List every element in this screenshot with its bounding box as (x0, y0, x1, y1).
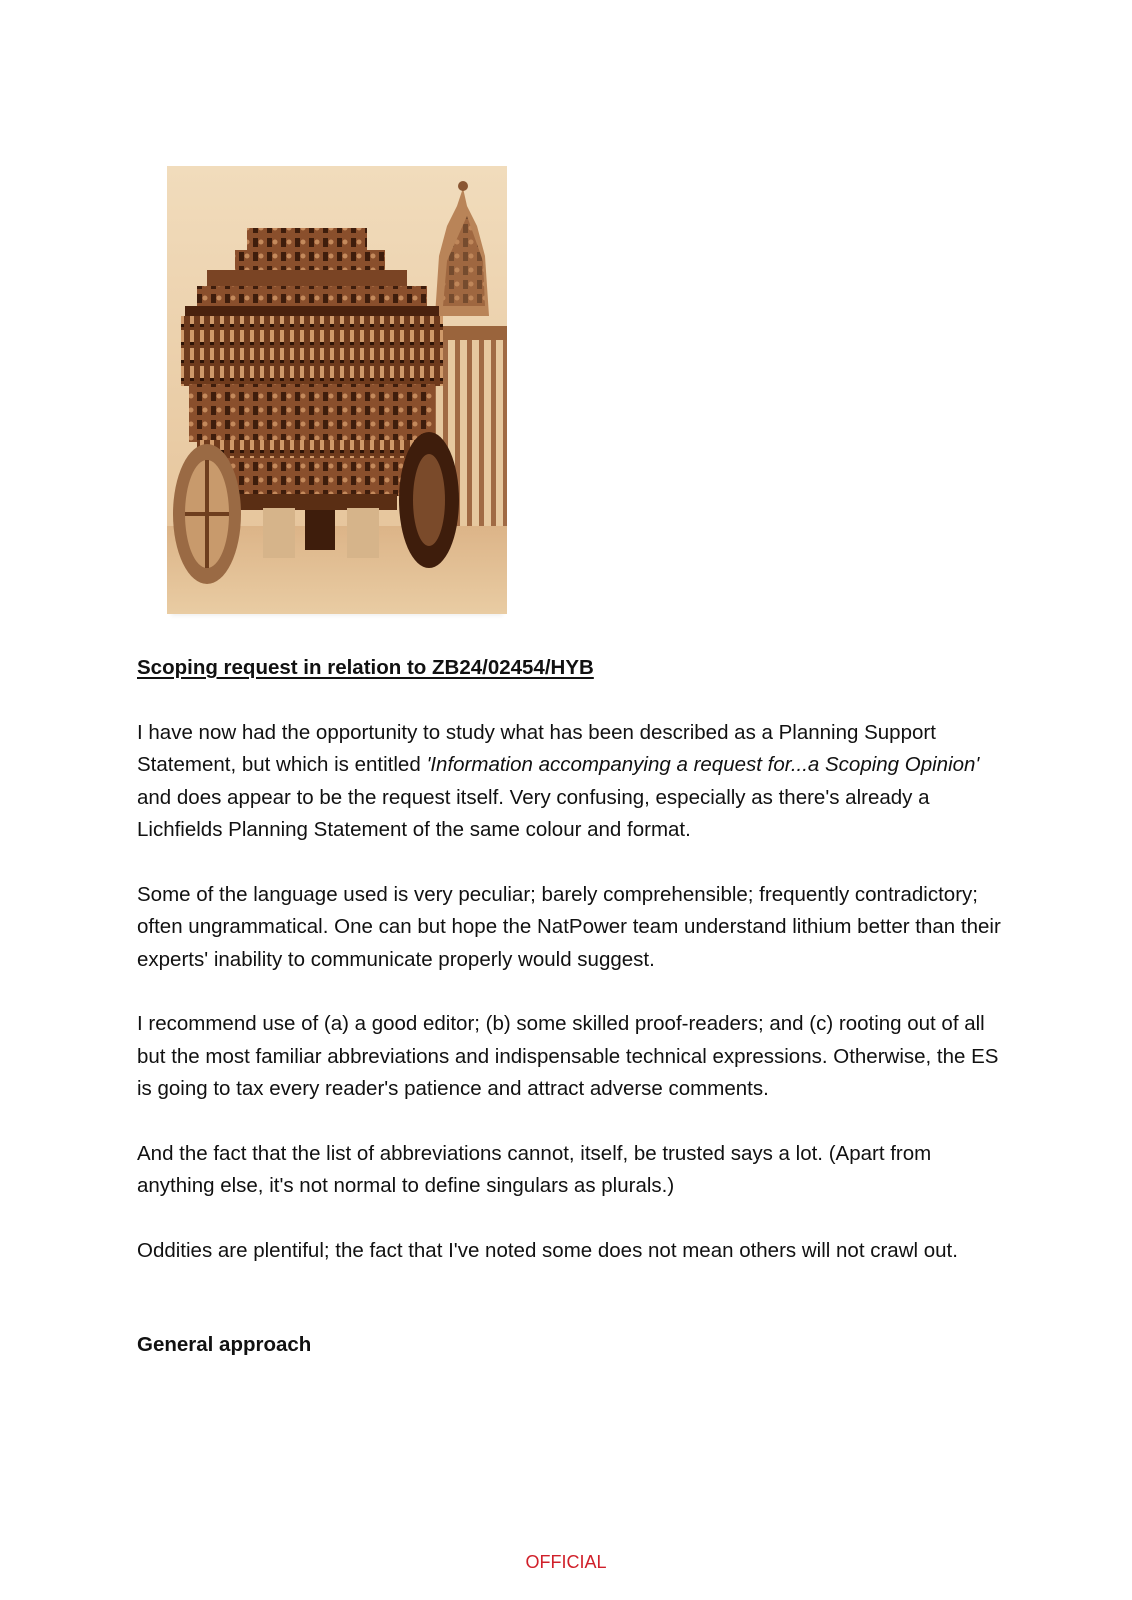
paragraph-text: I have now had the opportunity to study what has been described as a Planning Support Statement, but which is entitled (137, 720, 936, 776)
quoted-title: 'Information accompanying a request for...a Scoping Opinion' (426, 753, 980, 776)
paragraph-recommendation: I recommend use of (a) a good editor; (b) some skilled proof-readers; and (c) rooting out of all but the most familiar abbreviations and indispensable technical expressions. Otherwise, the ES is going to tax every reader's patience and attract adverse comments. (137, 1012, 999, 1100)
paragraph-oddities: Oddities are plentiful; the fact that I've noted some does not mean others will not crawl out. (137, 1238, 958, 1262)
paragraph-abbreviations: And the fact that the list of abbreviations cannot, itself, be trusted says a lot. (Apart from anything else, it's not normal to define singulars as plurals.) (137, 1141, 932, 1197)
paragraph-language: Some of the language used is very peculiar; barely comprehensible; frequently contradictory; often ungrammatical. One can but hope the NatPower team understand lithium better than their experts' inability to communicate properly would suggest. (137, 882, 1001, 971)
paragraph-text: and does appear to be the request itself. Very confusing, especially as there's already a Lichfields Planning Statement of the same colour and format. (137, 785, 930, 841)
temple-chariot-photo (167, 166, 507, 614)
document-heading: Scoping request in relation to ZB24/02454/HYB (137, 656, 594, 679)
classification-label: OFFICIAL (525, 1552, 607, 1572)
section-heading: General approach (137, 1333, 312, 1356)
letter-body (137, 652, 1007, 1362)
paragraph-planning-statement (137, 717, 1007, 847)
